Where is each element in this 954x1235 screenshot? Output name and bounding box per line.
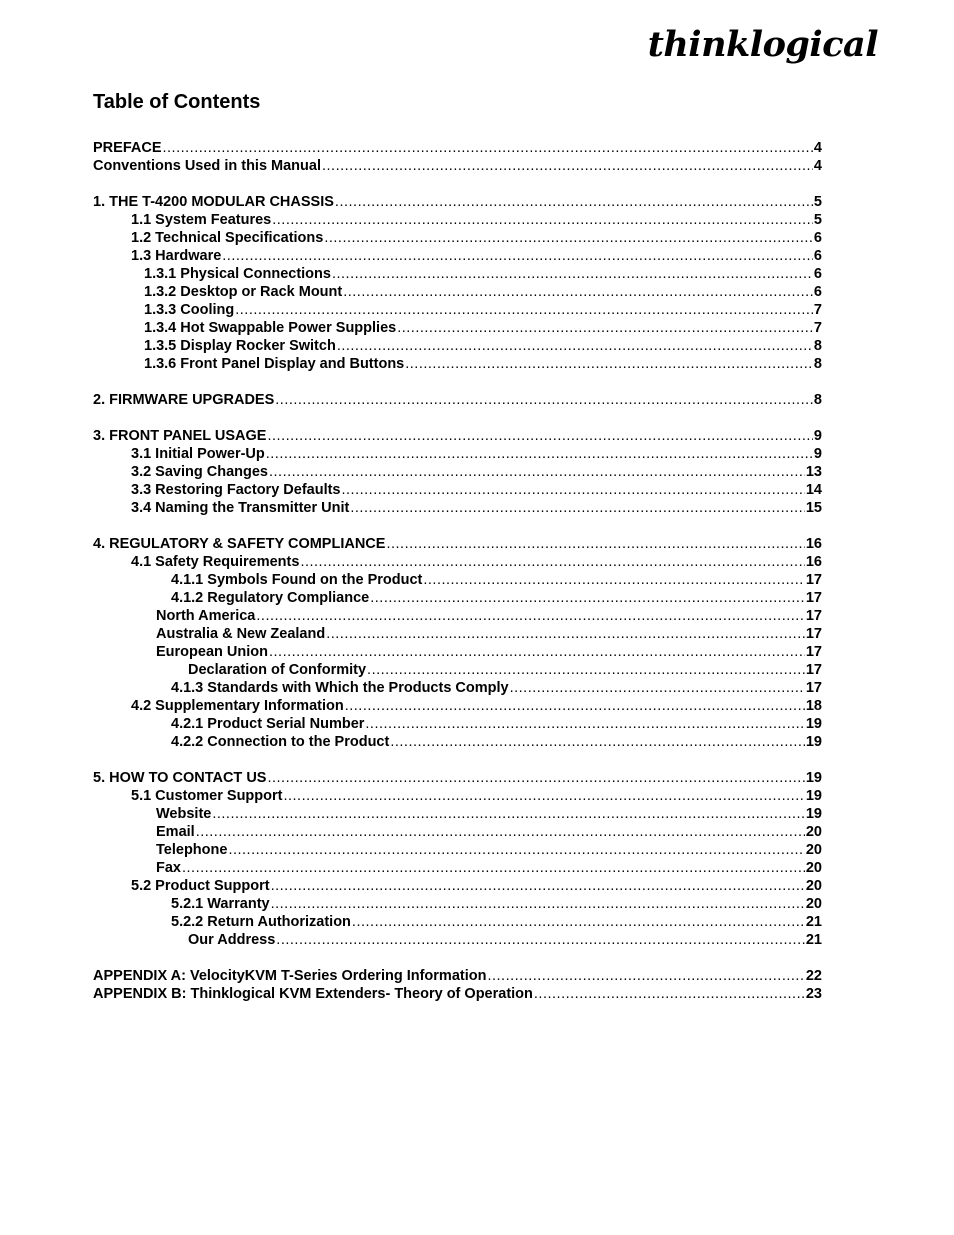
toc-entry[interactable] (93, 571, 822, 589)
toc-entry[interactable] (93, 427, 822, 445)
dot-leader (487, 967, 804, 985)
dot-leader (386, 535, 804, 553)
toc-entry-label: 1.3.3 Cooling (144, 302, 235, 318)
toc-entry-page-number: 14 (805, 482, 822, 498)
toc-entry[interactable] (93, 247, 822, 265)
toc-entry[interactable] (93, 715, 822, 733)
toc-entry[interactable] (93, 283, 822, 301)
toc-entry-page-number: 20 (805, 860, 822, 876)
toc-entry[interactable] (93, 967, 822, 985)
toc-entry-label: 1.3.4 Hot Swappable Power Supplies (144, 320, 397, 336)
toc-entry[interactable] (93, 319, 822, 337)
dot-leader (256, 607, 804, 625)
dot-leader (267, 769, 804, 787)
section-gap (93, 373, 822, 391)
toc-entry-label: Conventions Used in this Manual (93, 158, 321, 174)
toc-entry-page-number: 23 (805, 986, 822, 1002)
toc-entry[interactable] (93, 787, 822, 805)
thinklogical-logo: thinklogical (647, 24, 878, 65)
toc-entry-page-number: 17 (805, 626, 822, 642)
dot-leader (510, 679, 805, 697)
dot-leader (405, 355, 813, 373)
toc-entry-label: 4.1.1 Symbols Found on the Product (171, 572, 423, 588)
toc-entry[interactable] (93, 553, 822, 571)
toc-entry[interactable] (93, 823, 822, 841)
toc-entry-label: 3.1 Initial Power-Up (131, 446, 265, 462)
dot-leader (343, 283, 813, 301)
dot-leader (352, 913, 805, 931)
toc-entry-page-number: 8 (813, 338, 822, 354)
toc-entry-label: European Union (156, 644, 268, 660)
toc-entry[interactable] (93, 913, 822, 931)
toc-entry-label: 1.3.2 Desktop or Rack Mount (144, 284, 343, 300)
toc-entry-label: 5.2 Product Support (131, 878, 270, 894)
dot-leader (367, 661, 805, 679)
toc-entry[interactable] (93, 391, 822, 409)
toc-entry-label: 4. REGULATORY & SAFETY COMPLIANCE (93, 536, 386, 552)
toc-entry[interactable] (93, 805, 822, 823)
dot-leader (342, 481, 805, 499)
toc-entry[interactable] (93, 265, 822, 283)
toc-entry-label: North America (156, 608, 256, 624)
toc-entry-label: 1.3.5 Display Rocker Switch (144, 338, 336, 354)
dot-leader (272, 211, 813, 229)
toc-entry-page-number: 18 (805, 698, 822, 714)
toc-entry[interactable] (93, 481, 822, 499)
toc-entry[interactable] (93, 607, 822, 625)
toc-entry-label: Email (156, 824, 195, 840)
toc-entry[interactable] (93, 985, 822, 1003)
toc-entry-label: 4.1 Safety Requirements (131, 554, 300, 570)
toc-entry-page-number: 16 (805, 554, 822, 570)
toc-entry-page-number: 17 (805, 572, 822, 588)
dot-leader (350, 499, 805, 517)
table-of-contents (93, 139, 822, 1003)
toc-entry[interactable] (93, 157, 822, 175)
toc-entry[interactable] (93, 859, 822, 877)
toc-entry-page-number: 17 (805, 608, 822, 624)
toc-entry-label: Our Address (188, 932, 276, 948)
toc-entry-label: 4.2 Supplementary Information (131, 698, 344, 714)
toc-entry-page-number: 13 (805, 464, 822, 480)
toc-entry[interactable] (93, 895, 822, 913)
toc-entry[interactable] (93, 769, 822, 787)
toc-entry-page-number: 6 (813, 248, 822, 264)
dot-leader (423, 571, 805, 589)
dot-leader (275, 391, 813, 409)
dot-leader (322, 157, 813, 175)
toc-entry-page-number: 17 (805, 590, 822, 606)
dot-leader (397, 319, 813, 337)
toc-entry-page-number: 20 (805, 878, 822, 894)
toc-entry-label: 5.1 Customer Support (131, 788, 283, 804)
dot-leader (271, 877, 805, 895)
section-gap (93, 751, 822, 769)
toc-entry-page-number: 17 (805, 644, 822, 660)
toc-entry-label: 1.3.6 Front Panel Display and Buttons (144, 356, 405, 372)
dot-leader (337, 337, 813, 355)
toc-entry[interactable] (93, 697, 822, 715)
dot-leader (269, 463, 805, 481)
toc-entry-label: 4.1.2 Regulatory Compliance (171, 590, 370, 606)
toc-entry-page-number: 19 (805, 734, 822, 750)
toc-entry-label: 3.4 Naming the Transmitter Unit (131, 500, 350, 516)
dot-leader (228, 841, 804, 859)
toc-entry-label: Telephone (156, 842, 228, 858)
toc-entry-page-number: 7 (813, 302, 822, 318)
toc-entry[interactable] (93, 841, 822, 859)
toc-entry-page-number: 20 (805, 824, 822, 840)
section-gap (93, 409, 822, 427)
toc-entry[interactable] (93, 643, 822, 661)
toc-entry-label: 1. THE T-4200 MODULAR CHASSIS (93, 194, 334, 210)
toc-entry-label: Declaration of Conformity (188, 662, 367, 678)
toc-entry[interactable] (93, 589, 822, 607)
dot-leader (266, 445, 813, 463)
toc-entry-label: 5.2.1 Warranty (171, 896, 270, 912)
toc-entry-label: APPENDIX A: VelocityKVM T-Series Ordering Information (93, 968, 487, 984)
dot-leader (370, 589, 805, 607)
toc-entry-page-number: 7 (813, 320, 822, 336)
toc-entry[interactable] (93, 139, 822, 157)
toc-entry-page-number: 19 (805, 770, 822, 786)
toc-entry-page-number: 21 (805, 932, 822, 948)
toc-entry[interactable] (93, 535, 822, 553)
toc-entry-label: 4.1.3 Standards with Which the Products Comply (171, 680, 509, 696)
toc-entry[interactable] (93, 355, 822, 373)
toc-entry-page-number: 6 (813, 284, 822, 300)
toc-entry-page-number: 4 (813, 140, 822, 156)
dot-leader (365, 715, 804, 733)
toc-entry-label: Fax (156, 860, 181, 876)
dot-leader (182, 859, 805, 877)
toc-entry-page-number: 9 (813, 446, 822, 462)
toc-entry-label: 3.3 Restoring Factory Defaults (131, 482, 341, 498)
dot-leader (267, 427, 812, 445)
toc-entry[interactable] (93, 337, 822, 355)
toc-entry-label: 5.2.2 Return Authorization (171, 914, 351, 930)
toc-entry-page-number: 22 (805, 968, 822, 984)
toc-entry-page-number: 15 (805, 500, 822, 516)
dot-leader (390, 733, 805, 751)
toc-entry-page-number: 6 (813, 266, 822, 282)
section-gap (93, 517, 822, 535)
toc-entry-label: 1.3 Hardware (131, 248, 222, 264)
toc-entry[interactable] (93, 463, 822, 481)
toc-entry-page-number: 9 (813, 428, 822, 444)
toc-entry[interactable] (93, 211, 822, 229)
toc-entry-page-number: 17 (805, 680, 822, 696)
toc-entry-page-number: 5 (813, 194, 822, 210)
dot-leader (271, 895, 805, 913)
toc-entry[interactable] (93, 931, 822, 949)
toc-entry-page-number: 19 (805, 806, 822, 822)
dot-leader (345, 697, 805, 715)
toc-entry-label: APPENDIX B: Thinklogical KVM Extenders- Theory of Operation (93, 986, 533, 1002)
toc-entry-label: PREFACE (93, 140, 162, 156)
toc-entry[interactable] (93, 877, 822, 895)
dot-leader (283, 787, 804, 805)
toc-entry-label: 1.2 Technical Specifications (131, 230, 324, 246)
toc-entry[interactable] (93, 301, 822, 319)
dot-leader (300, 553, 804, 571)
toc-entry-label: 3.2 Saving Changes (131, 464, 268, 480)
toc-entry[interactable] (93, 679, 822, 697)
toc-entry-page-number: 17 (805, 662, 822, 678)
toc-entry-page-number: 4 (813, 158, 822, 174)
dot-leader (222, 247, 813, 265)
toc-entry-label: 1.1 System Features (131, 212, 272, 228)
dot-leader (212, 805, 805, 823)
toc-entry[interactable] (93, 625, 822, 643)
toc-entry[interactable] (93, 499, 822, 517)
toc-entry-page-number: 21 (805, 914, 822, 930)
toc-entry[interactable] (93, 445, 822, 463)
dot-leader (276, 931, 805, 949)
toc-entry-page-number: 8 (813, 392, 822, 408)
toc-entry-page-number: 16 (805, 536, 822, 552)
toc-entry-label: 2. FIRMWARE UPGRADES (93, 392, 275, 408)
dot-leader (269, 643, 805, 661)
toc-entry[interactable] (93, 229, 822, 247)
dot-leader (196, 823, 805, 841)
toc-entry-page-number: 8 (813, 356, 822, 372)
dot-leader (324, 229, 813, 247)
toc-entry-page-number: 5 (813, 212, 822, 228)
dot-leader (534, 985, 805, 1003)
toc-entry-label: 4.2.1 Product Serial Number (171, 716, 365, 732)
toc-entry-page-number: 19 (805, 716, 822, 732)
toc-entry-page-number: 20 (805, 842, 822, 858)
dot-leader (332, 265, 813, 283)
toc-entry-page-number: 6 (813, 230, 822, 246)
dot-leader (335, 193, 813, 211)
toc-entry[interactable] (93, 193, 822, 211)
toc-entry-label: Australia & New Zealand (156, 626, 326, 642)
toc-entry-page-number: 19 (805, 788, 822, 804)
toc-entry-label: 5. HOW TO CONTACT US (93, 770, 267, 786)
toc-entry[interactable] (93, 661, 822, 679)
section-gap (93, 949, 822, 967)
dot-leader (163, 139, 813, 157)
toc-entry[interactable] (93, 733, 822, 751)
toc-entry-label: 4.2.2 Connection to the Product (171, 734, 390, 750)
dot-leader (326, 625, 805, 643)
page-title: Table of Contents (93, 91, 261, 113)
section-gap (93, 175, 822, 193)
toc-entry-label: Website (156, 806, 212, 822)
dot-leader (235, 301, 813, 319)
toc-entry-page-number: 20 (805, 896, 822, 912)
toc-entry-label: 1.3.1 Physical Connections (144, 266, 331, 282)
toc-entry-label: 3. FRONT PANEL USAGE (93, 428, 267, 444)
